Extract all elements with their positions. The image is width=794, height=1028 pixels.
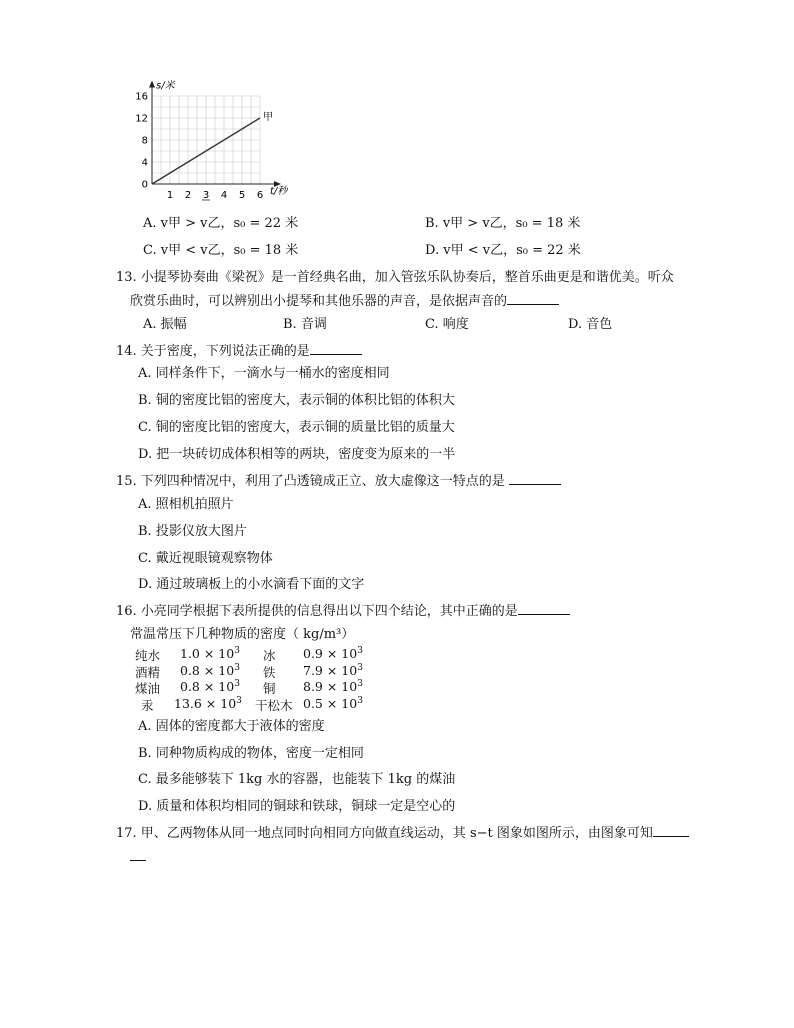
y-tick-label: 8 — [141, 135, 148, 147]
density-value: $13.6 \times 10^3$ — [174, 695, 242, 711]
density-value: $0.8 \times 10^3$ — [180, 679, 240, 695]
density-value: $0.9 \times 10^3$ — [303, 646, 363, 662]
substance-name: 煤油 — [135, 681, 161, 696]
q16-option-b: B. 同种物质构成的物体，密度一定相同 — [138, 746, 364, 761]
q13-stem-line1: 13. 小提琴协奏曲《梁祝》是一首经典名曲，加入管弦乐队协奏后，整首乐曲更是和谐优美。听众 — [116, 270, 674, 285]
q14-option-b: B. 铜的密度比铝的密度大，表示铜的体积比铝的体积大 — [138, 393, 455, 408]
q16-option-d: D. 质量和体积均相同的铜球和铁球，铜球一定是空心的 — [138, 799, 456, 814]
density-table-title: 常温常压下几种物质的密度（ kg/m³） — [130, 627, 355, 642]
q13-stem-line2-text: 欣赏乐曲时，可以辨别出小提琴和其他乐器的声音，是依据声音的 — [130, 294, 508, 309]
chart-grid — [152, 96, 260, 184]
answer-blank — [653, 822, 689, 837]
y-tick-label: 0 — [141, 179, 148, 191]
answer-blank — [509, 470, 561, 485]
x-tick-label: 4 — [220, 190, 228, 201]
q12-option-c: C. v甲 < v乙，s₀ = 18 米 — [143, 243, 299, 258]
y-axis-arrow — [149, 81, 155, 88]
substance-name: 干松木 — [255, 697, 293, 713]
q15-stem — [116, 470, 561, 489]
q16-option-c: C. 最多能够装下 1kg 水的容器，也能装下 1kg 的煤油 — [138, 772, 456, 787]
density-value: $0.5 \times 10^3$ — [303, 695, 363, 711]
chart-ticks — [135, 92, 263, 202]
x-tick-label: 2 — [184, 190, 192, 201]
density-value: $8.9 \times 10^3$ — [303, 679, 363, 695]
answer-blank — [507, 290, 559, 305]
y-tick-label: 12 — [135, 113, 148, 125]
q13-option-d: D. 音色 — [568, 317, 613, 332]
series-label-jia: 甲 — [263, 112, 273, 123]
q15-option-c: C. 戴近视眼镜观察物体 — [138, 551, 273, 566]
substance-name: 铁 — [263, 664, 276, 680]
substance-name: 冰 — [263, 648, 276, 663]
density-value: $1.0 \times 10^3$ — [180, 646, 240, 662]
q15-option-b: B. 投影仪放大图片 — [138, 524, 247, 539]
q16-stem — [116, 600, 570, 619]
q16-stem-text: 16. 小亮同学根据下表所提供的信息得出以下四个结论，其中正确的是 — [116, 604, 518, 619]
substance-name: 铜 — [263, 681, 276, 696]
answer-blank — [310, 340, 362, 355]
q14-stem-text: 14. 关于密度，下列说法正确的是 — [116, 344, 310, 359]
x-axis-label: t/秒 — [270, 186, 288, 197]
q15-stem-text: 15. 下列四种情况中，利用了凸透镜成正立、放大虚像这一特点的是 — [116, 474, 505, 489]
x-tick-label: 6 — [256, 190, 264, 201]
x-tick-label: 5 — [238, 190, 246, 201]
s-t-graph — [115, 70, 295, 210]
y-axis-label: s/米 — [156, 80, 175, 92]
q13-option-c: C. 响度 — [425, 317, 469, 332]
q14-option-a: A. 同样条件下，一滴水与一桶水的密度相同 — [138, 366, 390, 381]
q13-stem-line2 — [130, 290, 559, 309]
density-value: $7.9 \times 10^3$ — [303, 662, 363, 678]
q14-option-c: C. 铜的密度比铝的密度大，表示铜的质量比铝的质量大 — [138, 420, 455, 435]
q12-option-d: D. v甲 < v乙，s₀ = 22 米 — [425, 243, 581, 258]
y-tick-label: 16 — [135, 91, 148, 103]
answer-blank — [518, 600, 570, 615]
q12-option-b: B. v甲 > v乙，s₀ = 18 米 — [425, 216, 581, 231]
q14-option-d: D. 把一块砖切成体积相等的两块，密度变为原来的一半 — [138, 447, 456, 462]
q14-stem — [116, 340, 362, 359]
answer-blank — [130, 846, 146, 861]
q12-option-a: A. v甲 > v乙，s₀ = 22 米 — [143, 216, 299, 231]
q15-option-d: D. 通过玻璃板上的小水滴看下面的文字 — [138, 577, 365, 592]
substance-name: 纯水 — [135, 648, 161, 663]
substance-name: 酒精 — [135, 664, 161, 680]
q17-stem-text: 17. 甲、乙两物体从同一地点同时向相同方向做直线运动，其 s−t 图象如图所示，由图象可知 — [116, 826, 653, 841]
substance-name: 汞 — [141, 697, 154, 713]
q13-option-b: B. 音调 — [283, 317, 327, 332]
q17-stem — [116, 822, 689, 841]
density-value: $0.8 \times 10^3$ — [180, 662, 240, 678]
y-tick-label: 4 — [141, 157, 148, 169]
q17-blank-continued — [130, 846, 146, 865]
q16-option-a: A. 固体的密度都大于液体的密度 — [138, 719, 325, 734]
q15-option-a: A. 照相机拍照片 — [138, 497, 234, 512]
x-tick-label: 1 — [166, 190, 174, 201]
x-tick-label: 3 — [202, 190, 210, 201]
q13-option-a: A. 振幅 — [143, 317, 187, 332]
